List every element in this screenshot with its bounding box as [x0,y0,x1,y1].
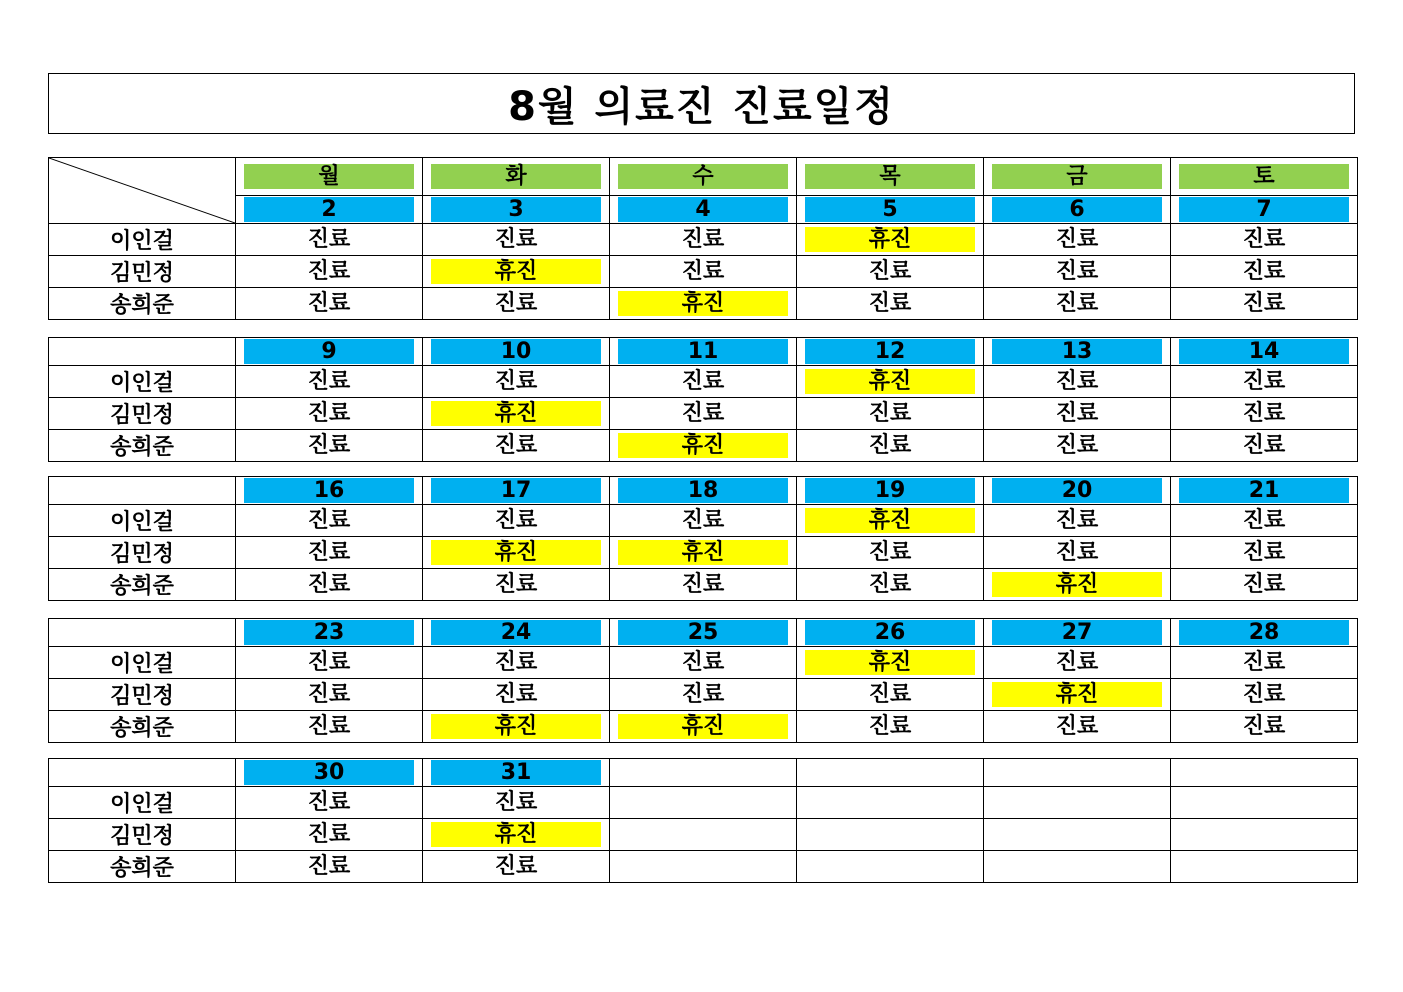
status-off: 휴진 [431,714,601,739]
status-off: 휴진 [431,259,601,284]
schedule-cell [236,398,423,430]
status-work: 진료 [494,572,538,597]
doctor-name: 송희준 [49,288,236,320]
status-work: 진료 [681,259,725,284]
doctor-name: 김민정 [49,537,236,569]
doctor-name: 송희준 [49,430,236,462]
schedule-cell [236,288,423,320]
schedule-cell [423,505,610,537]
schedule-cell [1171,256,1358,288]
schedule-cell [797,787,984,819]
status-work: 진료 [868,714,912,739]
schedule-cell [984,366,1171,398]
date-header [423,619,610,647]
date-header [610,196,797,224]
status-work: 진료 [868,433,912,458]
date-header [236,759,423,787]
date-header [236,196,423,224]
date-label: 14 [1179,339,1349,364]
status-work: 진료 [1242,227,1286,252]
weekday-label: 금 [992,164,1162,189]
date-header [236,619,423,647]
status-off: 휴진 [992,682,1162,707]
weekday-header [236,158,423,196]
date-header [610,477,797,505]
schedule-cell [1171,711,1358,743]
date-header [610,338,797,366]
corner-cell [49,759,236,787]
weekday-header [423,158,610,196]
schedule-cell [1171,819,1358,851]
status-work: 진료 [681,682,725,707]
status-work: 진료 [1055,291,1099,316]
corner-cell [49,338,236,366]
schedule-cell [423,819,610,851]
schedule-cell [797,505,984,537]
status-work: 진료 [868,572,912,597]
status-work: 진료 [494,227,538,252]
schedule-cell [797,288,984,320]
status-work: 진료 [494,508,538,533]
schedule-cell [423,256,610,288]
date-label: 23 [244,620,414,645]
status-work: 진료 [1242,714,1286,739]
schedule-cell [984,256,1171,288]
status-work: 진료 [681,508,725,533]
schedule-cell [236,569,423,601]
weekday-header [1171,158,1358,196]
schedule-cell [984,430,1171,462]
schedule-cell [236,851,423,883]
date-label: 31 [431,760,601,785]
date-header [610,619,797,647]
schedule-cell [1171,787,1358,819]
doctor-name: 송희준 [49,569,236,601]
status-work: 진료 [868,259,912,284]
status-work: 진료 [307,822,351,847]
weekday-label: 화 [431,164,601,189]
doctor-name: 이인걸 [49,787,236,819]
doctor-name: 송희준 [49,711,236,743]
date-label: 6 [992,197,1162,222]
status-work: 진료 [307,540,351,565]
status-off: 휴진 [618,714,788,739]
schedule-cell [984,288,1171,320]
schedule-cell [236,647,423,679]
weekday-header [797,158,984,196]
weekday-header [610,158,797,196]
status-work: 진료 [307,401,351,426]
schedule-cell [797,647,984,679]
schedule-cell [984,569,1171,601]
status-work: 진료 [494,433,538,458]
date-header [984,619,1171,647]
date-label: 5 [805,197,975,222]
doctor-name: 송희준 [49,851,236,883]
schedule-cell [610,851,797,883]
status-work: 진료 [1242,369,1286,394]
date-header [797,759,984,787]
status-work: 진료 [307,227,351,252]
status-work: 진료 [307,508,351,533]
status-off: 휴진 [805,227,975,252]
schedule-cell [236,679,423,711]
schedule-cell [423,851,610,883]
status-off: 휴진 [618,291,788,316]
diagonal-divider [49,158,235,223]
schedule-cell [984,398,1171,430]
status-off: 휴진 [805,650,975,675]
schedule-cell [236,787,423,819]
weekday-label: 토 [1179,164,1349,189]
schedule-cell [236,819,423,851]
schedule-cell [984,647,1171,679]
schedule-cell [610,256,797,288]
date-label: 11 [618,339,788,364]
date-header [423,477,610,505]
schedule-cell [797,819,984,851]
status-work: 진료 [681,369,725,394]
week-table-5 [48,758,1358,883]
doctor-name: 이인걸 [49,505,236,537]
date-label: 9 [244,339,414,364]
schedule-cell [423,647,610,679]
status-work: 진료 [1055,401,1099,426]
weekday-label: 수 [618,164,788,189]
schedule-cell [610,679,797,711]
schedule-cell [423,224,610,256]
corner-cell [49,477,236,505]
status-work: 진료 [307,682,351,707]
date-label: 27 [992,620,1162,645]
status-work: 진료 [1242,682,1286,707]
status-work: 진료 [494,854,538,879]
schedule-cell [1171,366,1358,398]
date-label: 28 [1179,620,1349,645]
status-work: 진료 [307,291,351,316]
schedule-cell [423,537,610,569]
schedule-cell [236,256,423,288]
week-table-3 [48,476,1358,601]
date-label: 18 [618,478,788,503]
schedule-cell [423,569,610,601]
date-label: 30 [244,760,414,785]
status-work: 진료 [307,369,351,394]
schedule-cell [1171,398,1358,430]
date-label: 25 [618,620,788,645]
date-header [984,477,1171,505]
status-work: 진료 [307,790,351,815]
schedule-cell [1171,537,1358,569]
status-work: 진료 [1242,650,1286,675]
schedule-cell [797,711,984,743]
date-label: 17 [431,478,601,503]
schedule-cell [797,430,984,462]
date-header [423,338,610,366]
schedule-cell [610,505,797,537]
doctor-name: 김민정 [49,679,236,711]
schedule-cell [610,647,797,679]
schedule-cell [1171,647,1358,679]
schedule-cell [423,679,610,711]
schedule-cell [610,398,797,430]
schedule-cell [1171,288,1358,320]
schedule-cell [610,366,797,398]
status-work: 진료 [307,433,351,458]
doctor-name: 이인걸 [49,366,236,398]
status-work: 진료 [1055,259,1099,284]
schedule-cell [236,430,423,462]
schedule-cell [423,398,610,430]
schedule-cell [236,537,423,569]
schedule-cell [984,679,1171,711]
date-header [984,338,1171,366]
schedule-cell [610,569,797,601]
schedule-cell [610,537,797,569]
doctor-name: 김민정 [49,398,236,430]
status-work: 진료 [1055,369,1099,394]
status-work: 진료 [868,540,912,565]
status-work: 진료 [307,259,351,284]
status-off: 휴진 [431,822,601,847]
date-header [984,759,1171,787]
schedule-cell [984,851,1171,883]
weekday-header [984,158,1171,196]
date-label: 26 [805,620,975,645]
schedule-cell [423,787,610,819]
status-off: 휴진 [805,508,975,533]
schedule-cell [984,819,1171,851]
schedule-cell [984,224,1171,256]
date-label: 21 [1179,478,1349,503]
status-work: 진료 [494,650,538,675]
schedule-cell [1171,679,1358,711]
status-work: 진료 [868,401,912,426]
date-header [236,477,423,505]
date-label: 2 [244,197,414,222]
status-work: 진료 [1242,572,1286,597]
schedule-cell [423,366,610,398]
date-header [797,196,984,224]
schedule-cell [1171,569,1358,601]
date-label: 24 [431,620,601,645]
status-work: 진료 [307,714,351,739]
date-header [610,759,797,787]
status-work: 진료 [868,291,912,316]
status-work: 진료 [307,572,351,597]
status-off: 휴진 [431,540,601,565]
status-work: 진료 [494,291,538,316]
status-off: 휴진 [431,401,601,426]
date-header [797,338,984,366]
status-off: 휴진 [618,433,788,458]
status-work: 진료 [681,227,725,252]
status-work: 진료 [494,790,538,815]
schedule-cell [1171,430,1358,462]
date-label: 16 [244,478,414,503]
schedule-cell [984,787,1171,819]
doctor-name: 이인걸 [49,224,236,256]
status-work: 진료 [1055,433,1099,458]
status-work: 진료 [1242,508,1286,533]
doctor-name: 이인걸 [49,647,236,679]
status-work: 진료 [1242,540,1286,565]
schedule-cell [236,366,423,398]
schedule-cell [797,537,984,569]
weekday-label: 월 [244,164,414,189]
date-label: 7 [1179,197,1349,222]
schedule-cell [1171,851,1358,883]
schedule-cell [423,288,610,320]
date-header [423,196,610,224]
date-header [423,759,610,787]
schedule-cell [236,224,423,256]
schedule-cell [610,288,797,320]
week-table-2 [48,337,1358,462]
schedule-cell [797,224,984,256]
status-work: 진료 [681,572,725,597]
schedule-cell [797,366,984,398]
schedule-cell [1171,224,1358,256]
date-label: 3 [431,197,601,222]
status-work: 진료 [1055,508,1099,533]
date-label: 19 [805,478,975,503]
page-title: 8월 의료진 진료일정 [48,73,1355,134]
date-label: 10 [431,339,601,364]
schedule-cell [610,787,797,819]
status-work: 진료 [307,650,351,675]
weekday-label: 목 [805,164,975,189]
date-header [1171,619,1358,647]
status-work: 진료 [1242,259,1286,284]
week-table-4 [48,618,1358,743]
schedule-cell [984,711,1171,743]
date-header [984,196,1171,224]
schedule-cell [610,819,797,851]
status-off: 휴진 [618,540,788,565]
schedule-cell [797,851,984,883]
schedule-cell [610,224,797,256]
schedule-cell [236,505,423,537]
status-work: 진료 [1242,291,1286,316]
date-header [1171,477,1358,505]
corner-cell [49,158,236,224]
date-header [1171,759,1358,787]
date-label: 4 [618,197,788,222]
status-off: 휴진 [805,369,975,394]
schedule-cell [797,679,984,711]
doctor-name: 김민정 [49,256,236,288]
schedule-cell [984,537,1171,569]
status-work: 진료 [494,682,538,707]
status-work: 진료 [681,401,725,426]
status-work: 진료 [1242,401,1286,426]
week-table-1 [48,157,1358,320]
date-header [1171,196,1358,224]
schedule-cell [797,569,984,601]
date-header [797,619,984,647]
status-work: 진료 [307,854,351,879]
schedule-cell [610,430,797,462]
schedule-cell [797,398,984,430]
date-header [1171,338,1358,366]
corner-cell [49,619,236,647]
date-label: 12 [805,339,975,364]
date-header [236,338,423,366]
schedule-cell [610,711,797,743]
status-work: 진료 [1055,227,1099,252]
schedule-cell [236,711,423,743]
date-label: 20 [992,478,1162,503]
status-work: 진료 [1055,540,1099,565]
status-work: 진료 [1242,433,1286,458]
schedule-cell [984,505,1171,537]
status-off: 휴진 [992,572,1162,597]
schedule-cell [1171,505,1358,537]
doctor-name: 김민정 [49,819,236,851]
status-work: 진료 [494,369,538,394]
status-work: 진료 [1055,650,1099,675]
schedule-cell [797,256,984,288]
date-header [797,477,984,505]
date-label: 13 [992,339,1162,364]
schedule-cell [423,430,610,462]
status-work: 진료 [681,650,725,675]
schedule-cell [423,711,610,743]
status-work: 진료 [1055,714,1099,739]
status-work: 진료 [868,682,912,707]
